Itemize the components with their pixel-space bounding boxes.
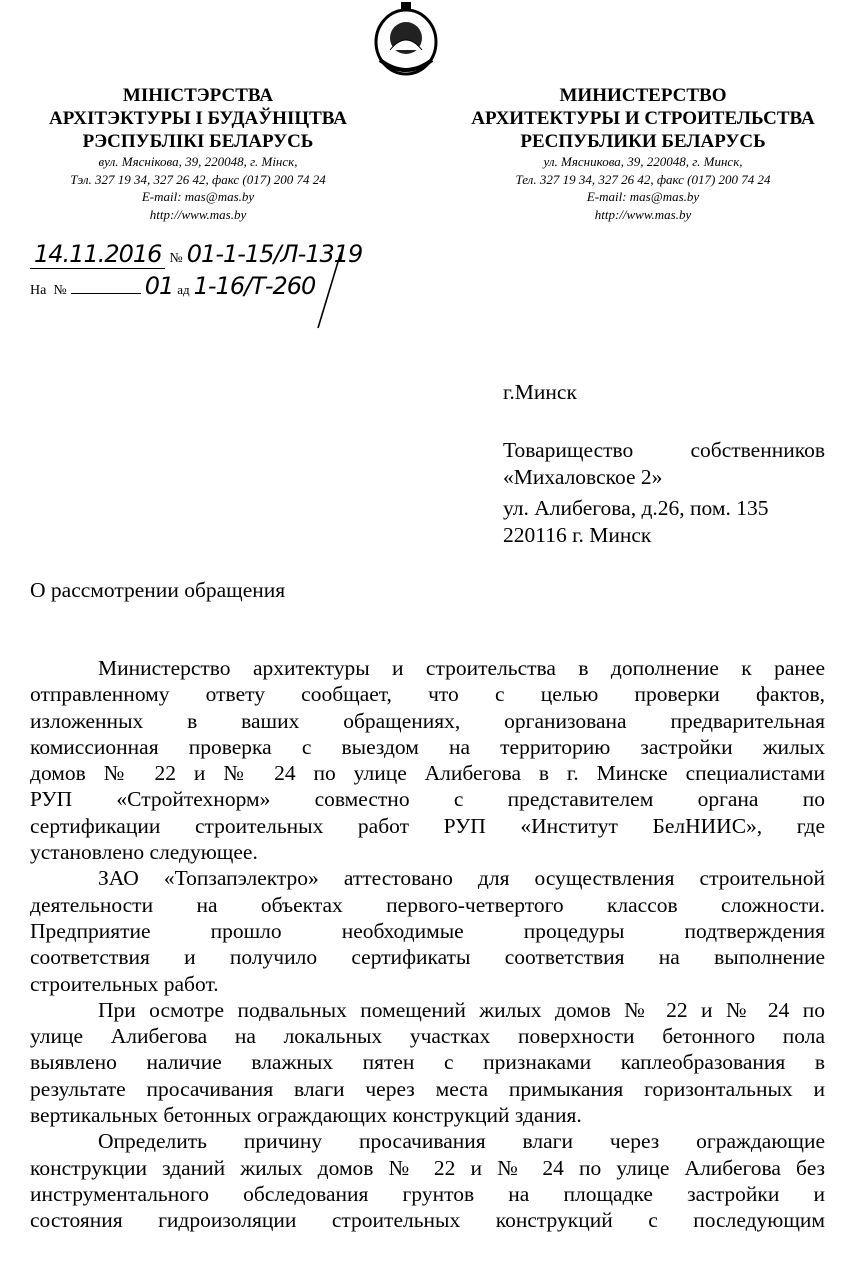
paragraph-line: комиссионная проверка с выездом на территорию застройки жилых [30,734,825,759]
recipient-line: «Михаловское 2» [503,465,663,489]
paragraph-line: вертикальных бетонных ограждающих конструкций здания. [30,1103,582,1128]
state-emblem [370,0,442,78]
city: г.Минск [503,380,577,404]
recipient-line: Товарищество собственников [503,438,825,462]
outgoing-number: 01-1-15/Л-1319 [186,240,363,268]
handwritten-stroke [315,250,345,330]
phone: Тел. 327 19 34, 327 26 42, факс (017) 200 74 24 [515,171,771,187]
paragraph-line: ЗАО «Топзапэлектро» аттестовано для осуществления строительной [98,866,825,891]
registration-block [30,240,470,330]
from-label: ад [177,282,190,297]
paragraph-line: РУП «Стройтехнорм» совместно с представителем органа по [30,787,825,812]
ministry-name-ru: МИНИСТЕРСТВО [559,85,727,106]
address: вул. Мяснікова, 39, 220048, г. Мінск, [98,154,298,169]
ministry-name-by: АРХІТЭКТУРЫ І БУДАЎНІЦТВА [48,108,348,129]
email: E-mail: mas@mas.by [141,189,255,204]
ministry-name-by: МІНІСТЭРСТВА [122,85,274,106]
paragraph-line: соответствия и получило сертификаты соответствия на выполнение [30,945,825,970]
reply-blank-line [71,293,141,294]
website: http://www.mas.by [594,206,692,222]
paragraph-line: домов № 22 и № 24 по улице Алибегова в г. Минске специалистами [30,761,825,786]
phone: Тэл. 327 19 34, 327 26 42, факс (017) 200 74 24 [70,171,326,187]
paragraph-line: конструкции зданий жилых домов № 22 и № 24 по улице Алибегова без [30,1155,825,1180]
recipient-line: ул. Алибегова, д.26, пом. 135 [503,496,769,520]
header-left [0,84,398,223]
paragraph-line: При осмотре подвальных помещений жилых домов № 22 и № 24 по [98,997,825,1022]
number-label: № [169,251,183,266]
ministry-name-by: РЭСПУБЛІКІ БЕЛАРУСЬ [82,131,314,152]
recipient-line: 220116 г. Минск [503,523,652,547]
subject: О рассмотрении обращения [30,578,286,602]
recipient-address [503,437,825,549]
paragraph-line: Определить причину просачивания влаги через ограждающие [98,1129,825,1154]
paragraph-line: улице Алибегова на локальных участках поверхности бетонного пола [30,1024,825,1049]
reply-prefix: 01 [144,272,174,300]
paragraph-line: результате просачивания влаги через места примыкания горизонтальных и [30,1076,825,1101]
paragraph-line: изложенных в ваших обращениях, организована предварительная [30,708,825,733]
paragraph-line: строительных работ. [30,971,219,996]
reply-label: На № [30,283,67,298]
address: ул. Мясникова, 39, 220048, г. Минск, [543,154,743,169]
paragraph-line: Министерство архитектуры и строительства в дополнение к ранее [98,656,825,680]
paragraph-line: инструментального обследования грунтов на площадке застройки и [30,1181,825,1206]
header-right [443,84,843,223]
paragraph-line: состояния гидроизоляции строительных конструкций с последующим [30,1208,825,1233]
reply-number: 1-16/Т-260 [193,272,316,300]
paragraph-line: Предприятие прошло необходимые процедуры подтверждения [30,918,825,943]
paragraph-line: деятельности на объектах первого-четвертого классов сложности. [30,892,825,917]
paragraph-line: выявлено наличие влажных пятен с признаками каплеобразования в [30,1050,825,1075]
outgoing-date: 14.11.2016 [30,240,165,269]
website: http://www.mas.by [149,206,247,222]
ministry-name-ru: АРХИТЕКТУРЫ И СТРОИТЕЛЬСТВА [471,108,815,129]
paragraph-line: отправленному ответу сообщает, что с целью проверки фактов, [30,682,825,707]
paragraph-line: сертификации строительных работ РУП «Институт БелНИИС», где [30,813,825,838]
letter-body [30,655,825,1234]
ministry-name-ru: РЕСПУБЛИКИ БЕЛАРУСЬ [520,131,766,152]
paragraph-line: установлено следующее. [30,840,258,865]
email: E-mail: mas@mas.by [586,189,700,204]
